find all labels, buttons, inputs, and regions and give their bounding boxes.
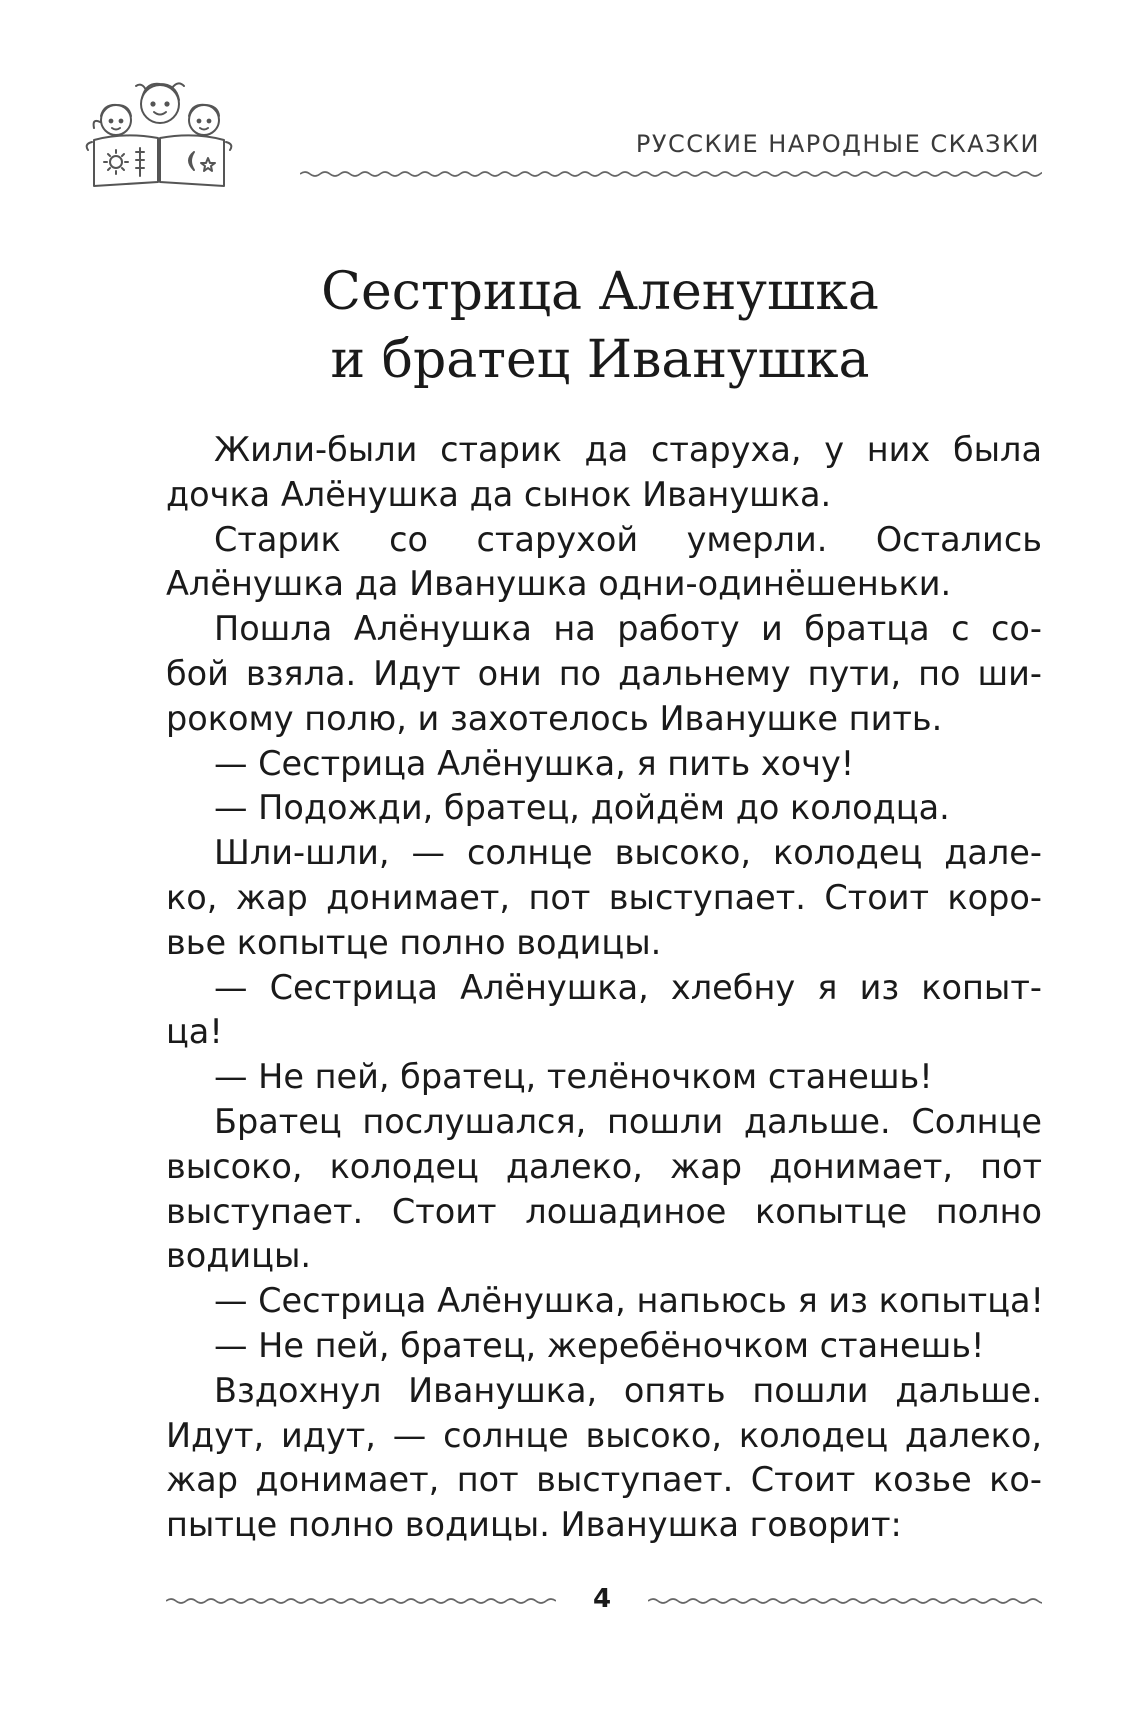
story-title-line-2: и братец Иванушка: [330, 330, 870, 390]
children-reading-book-icon: [84, 78, 234, 190]
running-head: РУССКИЕ НАРОДНЫЕ СКАЗКИ: [635, 130, 1040, 158]
body-line: ко, жар донимает, пот выступает. Стоит коро-: [166, 877, 1042, 917]
body-line: Вздохнул Иванушка, опять пошли дальше.: [214, 1370, 1042, 1410]
body-line: ца!: [166, 1012, 223, 1052]
body-line: высоко, колодец далеко, жар донимает, пот: [166, 1146, 1042, 1186]
footer-wavy-rule-left: [166, 1595, 556, 1607]
body-line: пытце полно водицы. Иванушка говорит:: [166, 1505, 902, 1545]
body-line: — Не пей, братец, телёночком станешь!: [214, 1057, 933, 1097]
body-line: — Сестрица Алёнушка, напьюсь я из копытца!: [214, 1281, 1044, 1321]
story-title: [0, 258, 1142, 394]
body-line: — Не пей, братец, жеребёночком станешь!: [214, 1325, 985, 1365]
body-line: жар донимает, пот выступает. Стоит козье ко-: [166, 1460, 1042, 1500]
body-line: вье копытце полно водицы.: [166, 922, 662, 962]
body-line: — Сестрица Алёнушка, хлебну я из копыт-: [214, 967, 1042, 1007]
body-line: Пошла Алёнушка на работу и братца с со-: [214, 609, 1042, 649]
body-line: Идут, идут, — солнце высоко, колодец далеко,: [166, 1415, 1042, 1455]
body-line: дочка Алёнушка да сынок Иванушка.: [166, 474, 832, 514]
body-line: Братец послушался, пошли дальше. Солнце: [214, 1101, 1042, 1141]
footer-wavy-rule-right: [648, 1595, 1042, 1607]
body-line: водицы.: [166, 1236, 312, 1276]
story-body: [166, 428, 1042, 1548]
body-line: — Сестрица Алёнушка, я пить хочу!: [214, 743, 855, 783]
story-title-line-1: Сестрица Аленушка: [321, 262, 879, 322]
body-line: Алёнушка да Иванушка одни-одинёшеньки.: [166, 564, 952, 604]
page-number: 4: [592, 1584, 612, 1614]
header-wavy-rule: [300, 168, 1042, 180]
body-line: — Подожди, братец, дойдём до колодца.: [214, 788, 950, 828]
body-line: рокому полю, и захотелось Иванушке пить.: [166, 698, 943, 738]
body-line: выступает. Стоит лошадиное копытце полно: [166, 1191, 1042, 1231]
body-line: Жили-были старик да старуха, у них была: [214, 430, 1042, 469]
body-line: бой взяла. Идут они по дальнему пути, по ши-: [166, 653, 1042, 693]
body-line: Старик со старухой умерли. Остались: [214, 519, 1042, 559]
body-line: Шли-шли, — солнце высоко, колодец дале-: [214, 833, 1042, 873]
